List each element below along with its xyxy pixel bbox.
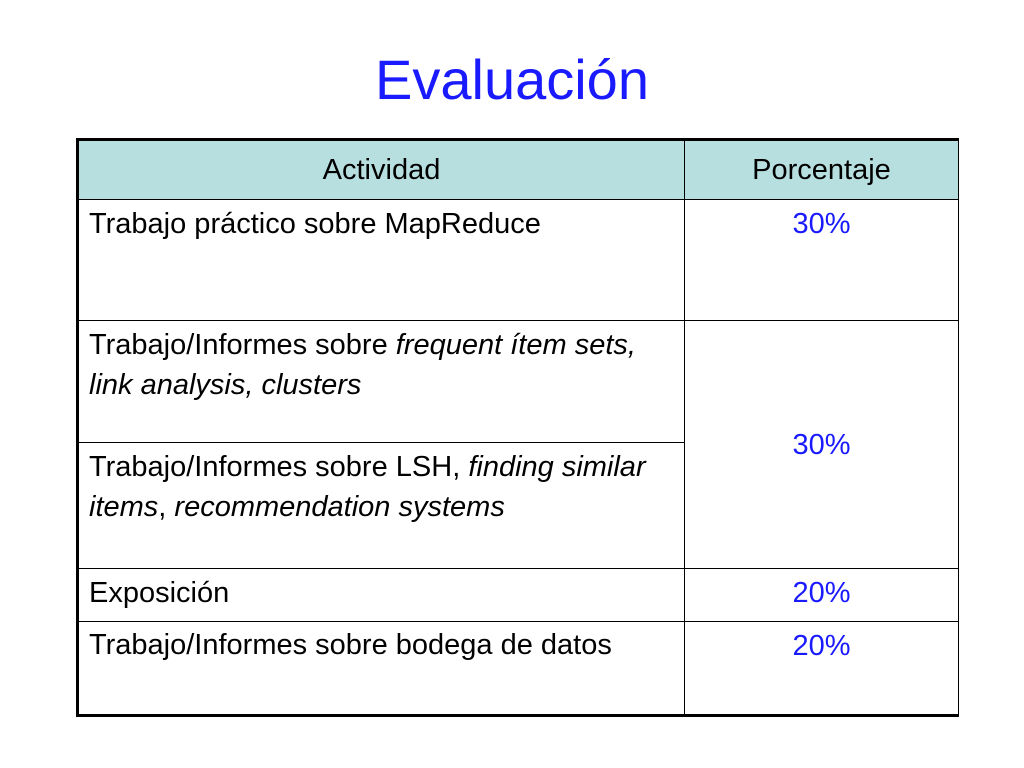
activity-text: Trabajo práctico sobre MapReduce [89, 208, 541, 240]
activity-text: Exposición [89, 577, 230, 609]
activity-cell [78, 622, 685, 716]
percentage-cell: 30% [685, 200, 959, 321]
activity-cell [78, 200, 685, 321]
activity-text-italic: finding similar items [89, 451, 646, 523]
percentage-cell: 30% [685, 321, 959, 569]
evaluation-table [76, 138, 959, 717]
activity-text: Trabajo/Informes sobre [89, 329, 396, 361]
table-row [78, 321, 959, 443]
activity-cell [78, 569, 685, 622]
table-row [78, 622, 959, 716]
slide-title: Evaluación [375, 48, 649, 111]
activity-cell [78, 321, 685, 443]
percentage-cell: 20% [685, 622, 959, 716]
activity-text-italic: recommendation systems [174, 491, 505, 523]
percentage-cell: 20% [685, 569, 959, 622]
activity-text-italic: frequent ítem sets, link analysis, clusters [89, 329, 636, 401]
table-header-row [78, 140, 959, 200]
activity-text: , [158, 491, 175, 523]
table-row [78, 200, 959, 321]
table-row [78, 569, 959, 622]
activity-text: Trabajo/Informes sobre bodega de datos [89, 629, 612, 661]
header-activity: Actividad [78, 140, 685, 200]
header-percentage: Porcentaje [685, 140, 959, 200]
activity-text: Trabajo/Informes sobre LSH, [89, 451, 469, 483]
activity-cell [78, 443, 685, 569]
